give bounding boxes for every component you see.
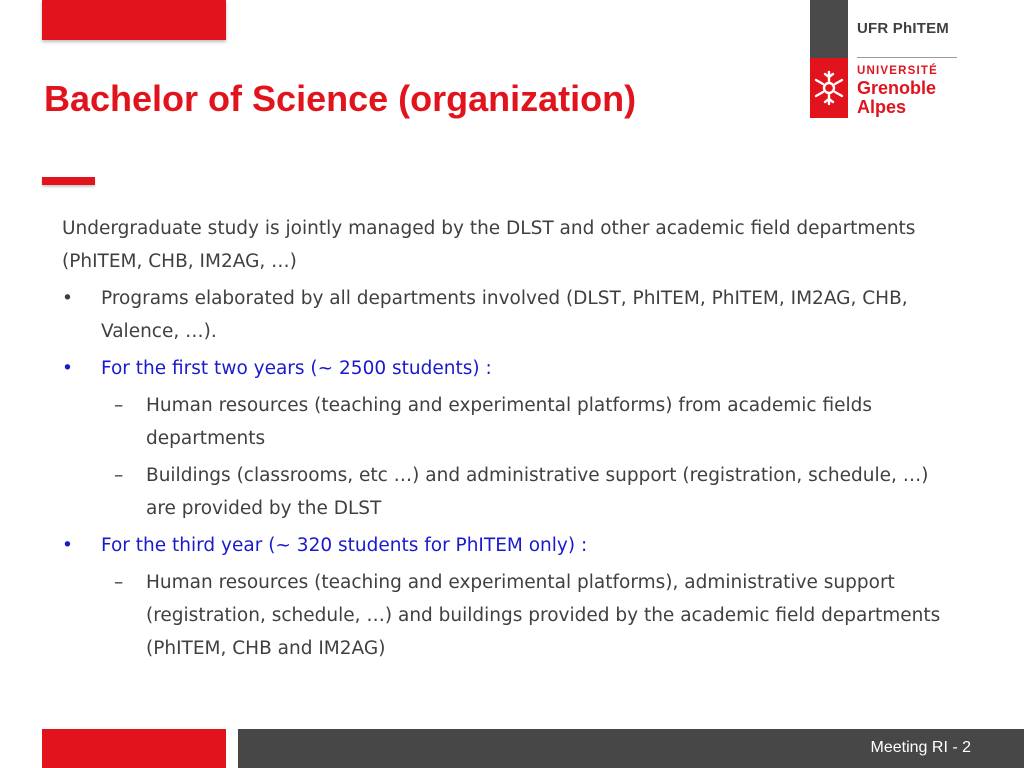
dash-marker: – — [114, 465, 124, 486]
bullet-third-year — [62, 529, 962, 562]
bullet-marker: • — [62, 535, 73, 556]
bullet-text: For the first two years (~ 2500 students) : — [101, 358, 492, 379]
footer-bar — [238, 729, 1024, 768]
bullet-text: For the third year (~ 320 students for PhITEM only) : — [101, 535, 588, 556]
bullet-first-two-years — [62, 352, 962, 385]
sub-item-text: Human resources (teaching and experimental platforms), administrative support (registration, schedule, …) and buildings provided by the academic field departments (PhITEM, CHB and IM2AG) — [146, 572, 941, 659]
sub-item-buildings — [62, 459, 962, 525]
sub-item-text: Buildings (classrooms, etc …) and administrative support (registration, schedule, …) are provided by the DLST — [146, 465, 929, 519]
logo-universite-text: UNIVERSITÉ — [857, 65, 939, 77]
sub-item-text: Human resources (teaching and experimental platforms) from academic fields departments — [146, 395, 873, 449]
footer-page-label: Meeting RI - 2 — [870, 739, 971, 756]
logo-alpes-text: Alpes — [857, 97, 907, 117]
bullet-programs — [62, 282, 962, 348]
logo-red-block — [810, 58, 848, 118]
sub-item-human-resources-1 — [62, 389, 962, 455]
logo-divider — [857, 57, 957, 58]
slide-title: Bachelor of Science (organization) — [44, 78, 637, 119]
snowflake-icon — [814, 66, 844, 110]
slide-body — [62, 212, 962, 669]
logo-ufr-text: UFR PhITEM — [857, 20, 949, 37]
intro-paragraph: Undergraduate study is jointly managed by the DLST and other academic field departments (PhITEM, CHB, IM2AG, …) — [62, 218, 916, 272]
university-logo — [810, 0, 970, 118]
dash-marker: – — [114, 572, 124, 593]
title-underline — [42, 177, 95, 185]
dash-marker: – — [114, 395, 124, 416]
bullet-text: Programs elaborated by all departments involved (DLST, PhITEM, PhITEM, IM2AG, CHB, Valence, …). — [101, 288, 908, 342]
sub-item-human-resources-2 — [62, 566, 962, 665]
footer-red-bar — [42, 729, 226, 768]
bullet-marker: • — [62, 288, 73, 309]
bullet-marker: • — [62, 358, 73, 379]
logo-grey-block — [810, 0, 848, 58]
logo-grenoble-text: Grenoble — [857, 78, 937, 98]
top-accent-bar — [42, 0, 226, 40]
